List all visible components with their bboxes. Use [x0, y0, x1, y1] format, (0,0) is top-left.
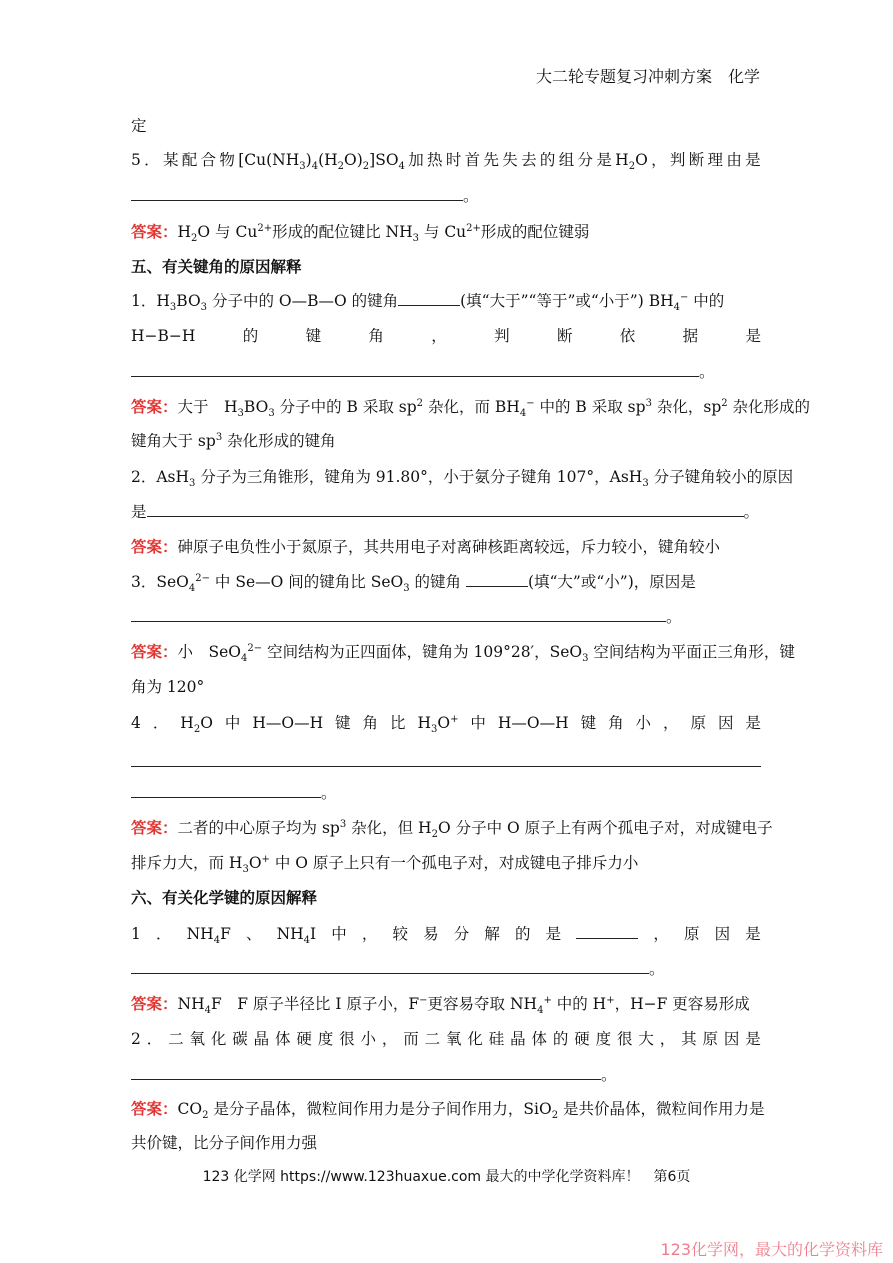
answer-q1-angle-line2: 键角大于 $sp^3$ 杂化形成的键角	[131, 431, 336, 450]
answer-q2-bond-line2: 共价键，比分子间作用力强	[131, 1134, 318, 1152]
answer-label: 答案：	[131, 642, 178, 661]
continuation-text: 定	[131, 117, 147, 135]
answer-q1-angle: 答案：大于 $H_3BO_3$ 分子中的 B 采取 $sp^2$ 杂化，而 $BH_4^-$ 中的 B 采取 $sp^3$ 杂化，$sp^2$ 杂化形成的	[131, 397, 811, 420]
answer-label: 答案：	[131, 994, 178, 1013]
page-footer: 123 化学网 https://www.123huaxue.com 最大的中学化学资料库！ 第6页	[202, 1169, 691, 1185]
answer-q3-angle: 答案：小 SeO$_4^{2-}$ 空间结构为正四面体，键角为 109°28′，SeO$_3$ 空间结构为平面正三角形，键	[131, 642, 795, 665]
page-header: 大二轮专题复习冲刺方案 化学	[535, 67, 760, 86]
answer-q2-angle: 答案：砷原子电负性小于氮原子，其共用电子对离砷核距离较远，斥力较小，键角较小	[131, 537, 721, 556]
question-2-angle-line2: 是 。	[131, 503, 760, 521]
answer-blank: 。	[131, 959, 665, 979]
answer-label: 答案：	[131, 1099, 178, 1118]
answer-q4-angle-line2: 排斥力大，而 $H_3O^+$ 中 O 原子上只有一个孤电子对，对成键电子排斥力小	[131, 853, 639, 876]
question-1-bond: 1 ． $NH_4F$ 、 $NH_4I$ 中 ， 较 易 分 解 的 是 ， 原 因 是	[131, 925, 761, 947]
answer-label: 答案：	[131, 397, 178, 416]
question-5: 5 ． 某 配 合 物 $[Cu(NH_3)_4(H_2O)_2]SO_4$ 加 热 时 首 先 失 去 的 组 分 是 $H_2O$ ， 判 断 理 由 是	[131, 151, 761, 173]
answer-blank: 。	[131, 1065, 617, 1085]
answer-label: 答案：	[131, 818, 178, 837]
answer-blank: 。	[131, 186, 479, 206]
answer-rule	[131, 766, 761, 767]
section-heading-5: 五、有关键角的原因解释	[131, 258, 302, 276]
answer-q1-bond: 答案：$NH_4F$ F 原子半径比 I 原子小，F−更容易夺取 $NH_4^+$ 中的 H+，H−F 更容易形成	[131, 994, 750, 1017]
answer-blank: 。	[131, 607, 682, 627]
answer-blank: 。	[131, 783, 337, 803]
question-3-angle: 3．SeO$_4^{2-}$ 中 Se—O 间的键角比 SeO$_3$ 的键角 (填“大”或“小”)，原因是	[131, 572, 696, 595]
question-2-bond: 2 ． 二 氧 化 碳 晶 体 硬 度 很 小 ， 而 二 氧 化 硅 晶 体 的 硬 度 很 大 ， 其 原 因 是	[131, 1030, 761, 1048]
question-1-angle: 1．$H_3BO_3$ 分子中的 O—B—O 的键角 (填“大于”“等于”或“小于”) $BH_4^-$ 中的	[131, 291, 725, 314]
section-heading-6: 六、有关化学键的原因解释	[131, 889, 318, 907]
answer-label: 答案：	[131, 222, 178, 241]
question-4-angle: 4 ． $H_2O$ 中 H—O—H 键 角 比 $H_3O^+$ 中 H—O—H 键 角 小 ， 原 因 是	[131, 713, 761, 736]
answer-q4-angle: 答案：二者的中心原子均为 $sp^3$ 杂化，但 $H_2O$ 分子中 O 原子上有两个孤电子对，对成键电子	[131, 818, 773, 841]
answer-label: 答案：	[131, 537, 178, 556]
question-2-angle: 2．AsH$_3$ 分子为三角锥形，键角为 91.80°，小于氨分子键角 107°，AsH$_3$ 分子键角较小的原因	[131, 468, 794, 490]
answer-q2-bond: 答案：$CO_2$ 是分子晶体，微粒间作用力是分子间作用力，SiO$_2$ 是共价晶体，微粒间作用力是	[131, 1099, 765, 1122]
answer-q3-angle-line2: 角为 120°	[131, 678, 205, 696]
question-1-angle-line2: H−B−H 的 键 角 ， 判 断 依 据 是	[131, 327, 761, 345]
watermark: 123化学网，最大的化学资料库	[660, 1240, 883, 1259]
answer-q5: 答案：$H_2O$ 与 $Cu^{2+}$形成的配位键比 $NH_3$ 与 $Cu^{2+}$形成的配位键弱	[131, 222, 590, 245]
answer-blank: 。	[131, 362, 715, 382]
